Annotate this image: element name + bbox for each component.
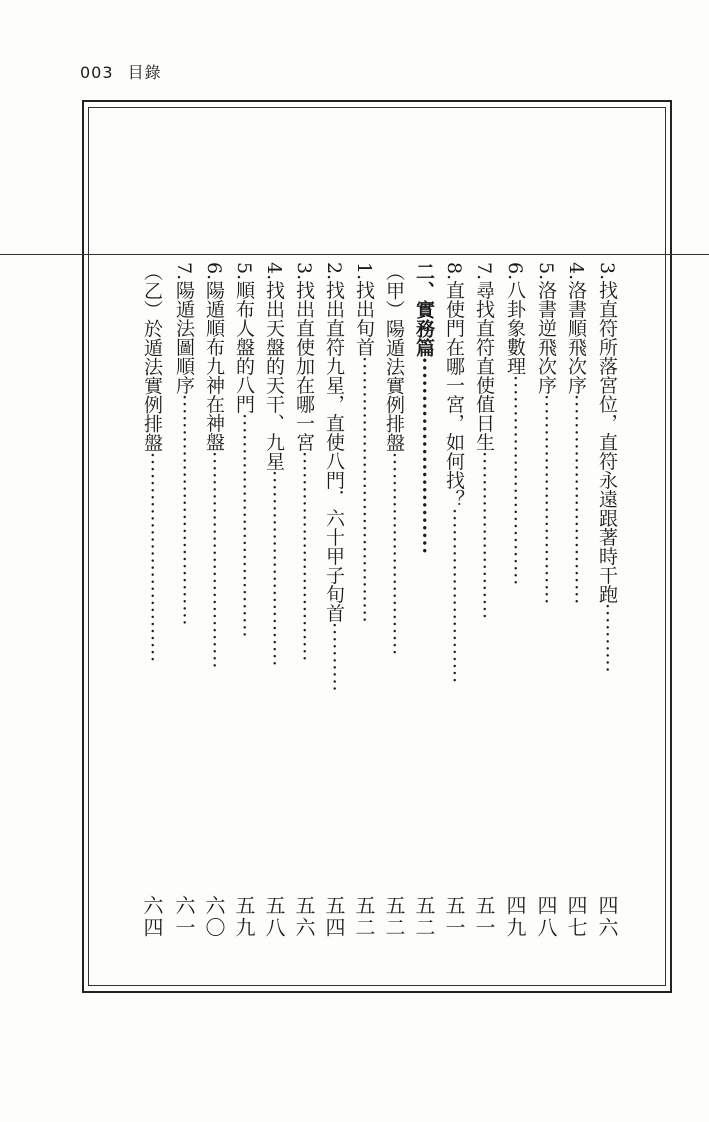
- entry-title: 2.找出直符九星，直使八門．六十甲子旬首: [323, 262, 345, 623]
- entry-page: 六〇: [202, 895, 226, 939]
- entry-leader: ························: [473, 451, 495, 621]
- toc-entry: [593, 262, 621, 674]
- entry-page: 四六: [595, 895, 619, 939]
- entry-title: 6.八卦象數理: [504, 262, 526, 376]
- entry-leader: ······························: [141, 452, 163, 664]
- entry-page: 五二: [382, 895, 406, 939]
- entry-title: 二、實務篇: [413, 262, 435, 357]
- toc-entry: [230, 262, 258, 638]
- page-number: 003: [80, 63, 114, 82]
- entry-page: 五一: [472, 895, 496, 939]
- toc-entry: [562, 262, 590, 605]
- entry-title: 7.陽遁法圖順序: [173, 262, 195, 395]
- entry-title: 1.找出旬首: [353, 262, 375, 357]
- entry-title: （乙）於遁法實例排盤: [141, 262, 163, 452]
- entry-page: 五九: [232, 895, 256, 939]
- entry-page: 四七: [564, 895, 588, 939]
- toc-entry: [260, 262, 288, 667]
- entry-leader: ······························: [535, 394, 557, 606]
- entry-title: 5.順布人盤的八門: [233, 262, 255, 414]
- entry-leader: ································: [233, 413, 255, 639]
- toc-entry: [440, 262, 468, 684]
- entry-leader: ······························: [504, 375, 526, 587]
- entry-title: 5.洛書逆飛次序: [535, 262, 557, 395]
- entry-leader: ·····························: [383, 452, 405, 657]
- entry-title: 3.找直符所落宮位，直符永遠跟著時干跑: [596, 262, 618, 604]
- toc-entry: [170, 262, 198, 626]
- page-header: [80, 60, 162, 83]
- entry-leader: ······························: [565, 394, 587, 606]
- entry-leader: ·································: [173, 394, 195, 627]
- entry-page: 五二: [352, 895, 376, 939]
- entry-title: （甲）陽遁法實例排盤: [383, 262, 405, 452]
- page-title: 目錄: [127, 63, 162, 82]
- entry-page: 四九: [503, 895, 527, 939]
- entry-leader: ····························: [263, 470, 285, 668]
- entry-page: 五二: [412, 895, 436, 939]
- scan-line: [0, 254, 709, 255]
- entry-page: 六四: [140, 895, 164, 939]
- entry-title: 3.找出直使加在哪一宮: [293, 262, 315, 452]
- entry-page: 四八: [534, 895, 558, 939]
- entry-page: 六一: [172, 895, 196, 939]
- toc-entry: [532, 262, 560, 605]
- entry-leader: ······································: [353, 356, 375, 624]
- entry-leader: ·······························: [203, 451, 225, 670]
- toc-entry: [138, 262, 166, 663]
- entry-leader: ··········: [323, 622, 345, 693]
- toc-entry: [470, 262, 498, 620]
- entry-page: 五一: [442, 895, 466, 939]
- toc-entry: [290, 262, 318, 662]
- entry-title: 4.洛書順飛次序: [565, 262, 587, 395]
- toc-entry: [350, 262, 378, 624]
- toc-entry: [501, 262, 529, 586]
- toc-entry: [320, 262, 348, 693]
- entry-leader: ··········: [596, 603, 618, 674]
- entry-leader: ··························: [413, 357, 435, 555]
- entry-title: 4.找出天盤的天干、九星: [263, 262, 285, 471]
- entry-leader: ······························: [293, 451, 315, 663]
- entry-title: 6.陽遁順布九神在神盤: [203, 262, 225, 452]
- entry-leader: ·························: [443, 508, 465, 685]
- entry-page: 五六: [292, 895, 316, 939]
- entry-page: 五四: [322, 895, 346, 939]
- toc-section: [410, 262, 438, 555]
- entry-title: 7.尋找直符直使值日生: [473, 262, 495, 452]
- toc-entry: [200, 262, 228, 669]
- entry-title: 8.直使門在哪一宮，如何找？: [443, 262, 465, 509]
- toc-entry: [380, 262, 408, 656]
- entry-page: 五八: [262, 895, 286, 939]
